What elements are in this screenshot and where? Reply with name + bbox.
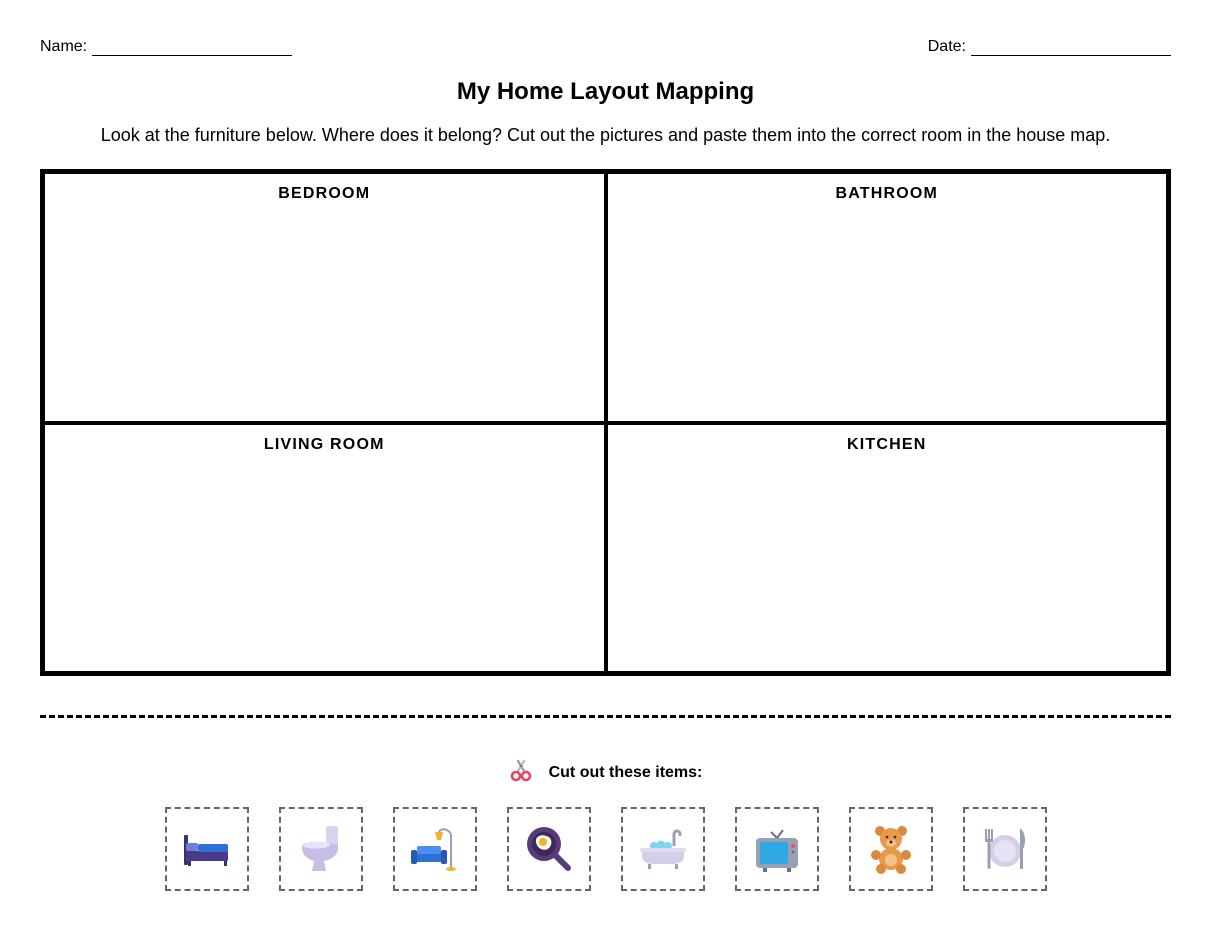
- name-label: Name:: [40, 38, 88, 55]
- toilet-icon: [298, 824, 344, 874]
- cutout-item-bed[interactable]: [165, 807, 249, 891]
- header-row: [40, 38, 1171, 58]
- frying-pan-icon: [524, 824, 574, 874]
- bathtub-icon: [636, 826, 690, 872]
- house-map: [40, 169, 1171, 676]
- room-label-living-room: LIVING ROOM: [263, 435, 385, 453]
- room-label-bathroom: BATHROOM: [835, 185, 939, 202]
- date-blank-line[interactable]: [971, 41, 1171, 56]
- bed-icon: [182, 829, 232, 869]
- cutout-item-couch-lamp[interactable]: [393, 807, 477, 891]
- name-field[interactable]: [40, 38, 292, 56]
- room-kitchen[interactable]: [606, 423, 1167, 672]
- room-living-room[interactable]: [45, 423, 606, 672]
- scissors-icon: [509, 758, 533, 787]
- page-title: My Home Layout Mapping: [456, 78, 755, 105]
- name-blank-line[interactable]: [92, 41, 292, 56]
- room-label-kitchen: KITCHEN: [846, 435, 927, 453]
- room-bedroom[interactable]: [45, 174, 606, 423]
- cutout-row: [0, 807, 1211, 891]
- date-field[interactable]: [928, 38, 1171, 56]
- cutout-item-television[interactable]: [735, 807, 819, 891]
- cutout-item-bathtub[interactable]: [621, 807, 705, 891]
- cutout-item-toilet[interactable]: [279, 807, 363, 891]
- cutout-item-fork-knife-plate[interactable]: [963, 807, 1047, 891]
- cutout-title: Cut out these items:: [548, 763, 703, 781]
- room-bathroom[interactable]: [606, 174, 1167, 423]
- instructions: Look at the furniture below. Where does it belong? Cut out the pictures and paste them into the correct room in the house map.: [100, 125, 1111, 145]
- television-icon: [753, 824, 801, 874]
- cutout-item-frying-pan[interactable]: [507, 807, 591, 891]
- couch-and-lamp-icon: [409, 824, 461, 874]
- cutout-header: [0, 758, 1211, 787]
- room-label-bedroom: BEDROOM: [278, 185, 371, 202]
- cutout-item-teddy-bear[interactable]: [849, 807, 933, 891]
- cut-line: [40, 715, 1171, 718]
- date-label: Date:: [927, 38, 966, 55]
- teddy-bear-icon: [866, 823, 916, 875]
- fork-and-knife-with-plate-icon: [979, 825, 1031, 873]
